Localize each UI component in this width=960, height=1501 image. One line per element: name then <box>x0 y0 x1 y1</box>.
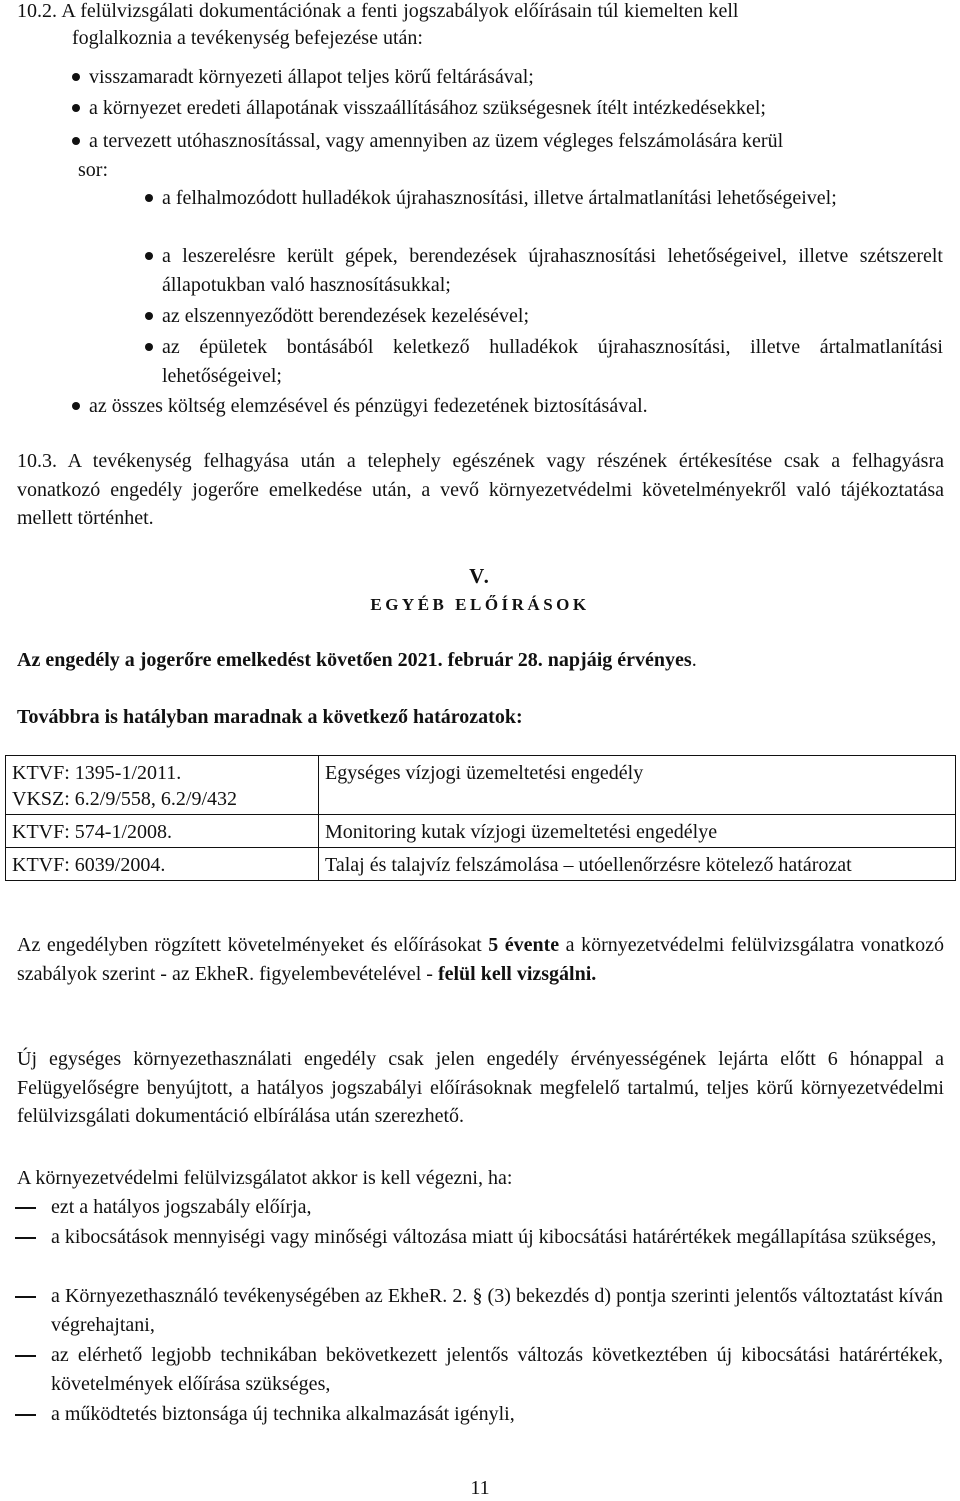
sub-bullet-item: a leszerelésre került gépek, berendezések újrahasznosítási lehetőségeivel, illetve szétszerelt állapotukban való hasznosításukkal; <box>145 242 943 300</box>
validity-statement: Az engedély a jogerőre emelkedést követően 2021. február 28. napjáig érvényes. <box>17 649 697 671</box>
decision-reference: KTVF: 6039/2004. <box>6 848 319 881</box>
bullet-icon <box>145 312 153 320</box>
table-row <box>6 848 956 881</box>
section-10-2-line-1: 10.2. A felülvizsgálati dokumentációnak a fenti jogszabályok előírásain túl kiemelten kell <box>17 0 739 22</box>
section-10-3: 10.3. A tevékenység felhagyása után a telephely egészének vagy részének értékesítése csak a felhagyásra vonatkozó engedély jogerőre emelkedése után, a vevő környezetvédelmi követelményekről való tájékoztatása mellett történhet. <box>17 450 944 529</box>
sub-bullet-item: a felhalmozódott hulladékok újrahasznosítási, illetve ártalmatlanítási lehetőségeivel; <box>145 184 943 213</box>
decision-reference: VKSZ: 6.2/9/558, 6.2/9/432 <box>12 788 238 810</box>
section-roman-numeral: V. <box>469 564 491 588</box>
remaining-decisions-heading: Továbbra is hatályban maradnak a következő határozatok: <box>17 706 523 728</box>
dash-icon <box>15 1237 36 1239</box>
bullet-icon <box>145 343 153 351</box>
decision-description: Egységes vízjogi üzemeltetési engedély <box>319 756 956 815</box>
decision-reference: KTVF: 574-1/2008. <box>6 815 319 848</box>
condition-item: ezt a hatályos jogszabály előírja, <box>15 1193 943 1222</box>
condition-item: a Környezethasználó tevékenységében az EkheR. 2. § (3) bekezdés d) pontja szerinti jelentős változtatást kíván végrehajtani, <box>15 1282 943 1340</box>
document-page: 10.2. A felülvizsgálati dokumentációnak a fenti jogszabályok előírásain túl kiemelten kell foglalkoznia a tevékenység befejezése után: visszamaradt környezeti állapot teljes körű feltárásával; a környezet eredeti állapotának visszaállításához szükségesnek ítélt intézkedésekkel; a tervezett utóhasznosítással, vagy amennyiben az üzem végleges felszámolására kerül sor: a felhalmozódott hulladékok újrahasznosítási, illetve ártalmatlanítási lehetőségeivel; a leszerelésre került gépek, berendezések újrahasznosítási lehetőségeivel, illetve szétszerelt állapotukban való hasznosításukkal; az elszennyeződött berendezések kezelésével; az épületek bontásából keletkező hulladékok újrahasznosítási, illetve ártalmatlanítási lehetőségeivel; az összes költség elemzésével és pénzügyi fedezetének biztosításával. 10.3. A tevékenység felhagyása után a telephely egészének vagy részének értékesítése csak a felhagyásra vonatkozó engedély jogerőre emelkedése után, a vevő környezetvédelmi követelményekről való tájékoztatása mellett történhet. V. EGYÉB ELŐÍRÁSOK Az engedély a jogerőre emelkedést követően 2021. február 28. napjáig érvényes. Továbbra is hatályban maradnak a következő határozatok: KTVF: 1395-1/2011. VKSZ: 6.2/9/558, 6.2/9/432 Egységes vízjogi üzemeltetési engedély KTVF: 574-1/2008. Monitoring kutak vízjogi üzemeltetési engedélye KTVF: 6039/2004. Talaj és talajvíz felszámolása – utóellenőrzésre kötelező határozat Az engedélyben rögzített követelményeket és előírásokat 5 évente a környezetvédelmi felülvizsgálatra vonatkozó szabályok szerint - az EkheR. figyelembevételével - felül kell vizsgálni. Új egységes környezethasználati engedély csak jelen engedély érvényességének lejárta előtt 6 hónappal a Felügyelőségre benyújtott, a hatályos jogszabályi előírásoknak megfelelő tartalmú, teljes körű környezetvédelmi felülvizsgálati dokumentáció elbírálása után szerezhető. A környezetvédelmi felülvizsgálatot akkor is kell végezni, ha: ezt a hatályos jogszabály előírja, a kibocsátások mennyiségi vagy minőségi változása miatt új kibocsátási határértékek megállapítása szükséges, a Környezethasználó tevékenységében az EkheR. 2. § (3) bekezdés d) pontja szerinti jelentős változtatást kíván végrehajtani, az elérhető legjobb technikában bekövetkezett jelentős változás következtében új kibocsátási határértékek, követelmények előírása szükséges, a működtetés biztonsága új technika alkalmazását igényli, 11 <box>0 0 960 1499</box>
new-permit-paragraph: Új egységes környezethasználati engedély csak jelen engedély érvényességének lejárta előtt 6 hónappal a Felügyelőségre benyújtott, a hatályos jogszabályi előírásoknak megfelelő tartalmú, teljes körű környezetvédelmi felülvizsgálati dokumentáció elbírálása után szerezhető. <box>17 1048 944 1127</box>
decision-reference: KTVF: 1395-1/2011. <box>12 762 182 784</box>
condition-item: az elérhető legjobb technikában bekövetkezett jelentős változás következtében új kibocsátási határértékek, követelmények előírása szükséges, <box>15 1341 943 1399</box>
dash-icon <box>15 1414 36 1416</box>
sub-bullet-item: az elszennyeződött berendezések kezelésével; <box>145 302 943 331</box>
section-title: EGYÉB ELŐÍRÁSOK <box>370 595 590 614</box>
bullet-icon <box>72 137 80 145</box>
dash-icon <box>15 1207 36 1209</box>
dash-icon <box>15 1296 36 1298</box>
page-number: 11 <box>470 1477 490 1499</box>
bullet-icon <box>145 252 153 260</box>
decision-description: Talaj és talajvíz felszámolása – utóellenőrzésre kötelező határozat <box>319 848 956 881</box>
bullet-icon <box>72 104 80 112</box>
bullet-icon <box>145 194 153 202</box>
bullet-icon <box>72 73 80 81</box>
dash-icon <box>15 1355 36 1357</box>
sub-bullet-item: az épületek bontásából keletkező hulladékok újrahasznosítási, illetve ártalmatlanítási lehetőségeivel; <box>145 333 943 391</box>
review-requirement: Az engedélyben rögzített követelményeket és előírásokat 5 évente a környezetvédelmi felülvizsgálatra vonatkozó szabályok szerint - az EkheR. figyelembevételével - felül kell vizsgálni. <box>17 934 944 985</box>
bullet-continuation: sor: <box>78 159 108 181</box>
condition-item: a működtetés biztonsága új technika alkalmazását igényli, <box>15 1400 943 1429</box>
table-row <box>6 815 956 848</box>
bullet-icon <box>72 402 80 410</box>
decisions-table <box>5 755 956 881</box>
conditions-intro: A környezetvédelmi felülvizsgálatot akkor is kell végezni, ha: <box>17 1167 513 1189</box>
decision-description: Monitoring kutak vízjogi üzemeltetési engedélye <box>319 815 956 848</box>
section-10-2-line-2: foglalkoznia a tevékenység befejezése után: <box>72 27 423 49</box>
condition-item: a kibocsátások mennyiségi vagy minőségi változása miatt új kibocsátási határértékek megállapítása szükséges, <box>15 1223 943 1252</box>
table-row <box>6 756 956 815</box>
